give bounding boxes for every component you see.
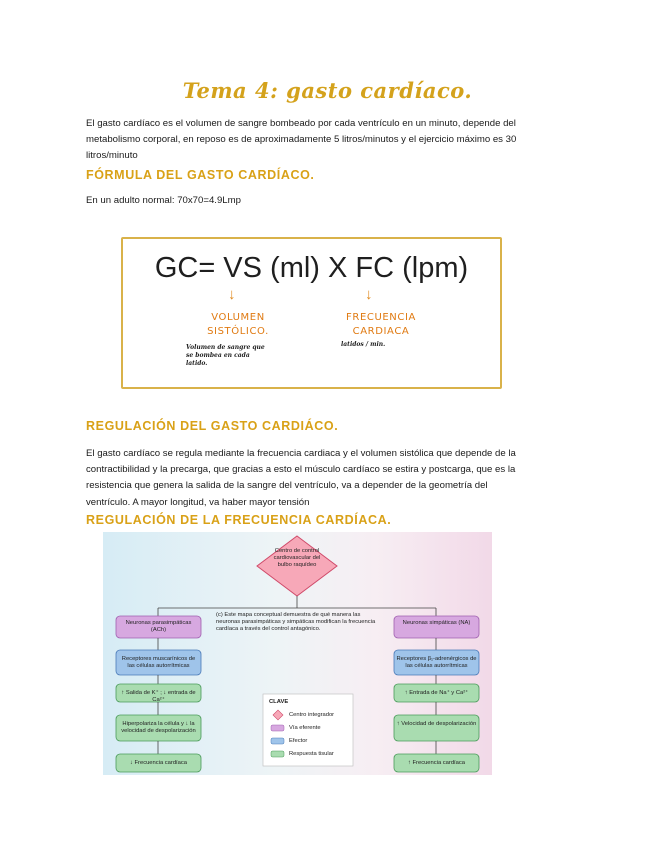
key-item: Respuesta tisular: [289, 751, 334, 757]
key-item: Efector: [289, 738, 308, 744]
left-result-label: ↓ Frecuencia cardíaca: [129, 760, 188, 766]
vs-note: Volumen de sangre que se bombea en cada latido.: [186, 344, 265, 367]
fc-label: FRECUENCIA CARDIACA: [346, 312, 416, 337]
adult-normal-text: En un adulto normal: 70x70=4.9Lmp: [86, 195, 241, 206]
formula-equation: GC= VS (ml) X FC (lpm): [154, 252, 469, 284]
right-receptors-label: Receptores β₁-adrenérgicos de las células autorrítmicas: [396, 656, 477, 669]
down-arrow-icon: ↓: [365, 286, 373, 303]
left-neurons-label: Neuronas parasimpáticas (ACh): [125, 620, 192, 633]
center-label: Centro de control cardiovascular del bulbo raquídeo: [273, 548, 321, 568]
regulation-paragraph: El gasto cardíaco se regula mediante la frecuencia cardiaca y el volumen sistólica que depende de la contractibilidad y la precarga, que gracias a esto el músculo cardíaco se estira y postcarga, que es la resistencia que genera la salida de la sangre del ventrículo, va a depender de la geometría del ventrículo. A mayor longitud, va haber mayor tensión: [86, 448, 516, 508]
key-item: Vía eferente: [289, 725, 321, 731]
key-title: CLAVE: [269, 699, 289, 705]
formula-heading: FÓRMULA DEL GASTO CARDÍACO.: [86, 168, 315, 182]
left-receptors-label: Receptores muscarínicos de las células autorrítmicas: [121, 656, 196, 669]
diagram-caption: (c) Este mapa conceptual demuestra de qué manera las neuronas parasimpáticas y simpáticas modifican la frecuencia cardíaca a través del control antagónico.: [216, 612, 376, 632]
frequency-heading: REGULACIÓN DE LA FRECUENCIA CARDÍACA.: [86, 513, 392, 527]
intro-paragraph: El gasto cardíaco es el volumen de sangre bombeado por cada ventrículo en un minuto, depende del metabolismo corporal, en reposo es de aproximadamente 5 litros/minutos y el ejercicio máximo es 30 litros/minuto: [86, 118, 517, 162]
regulation-heading: REGULACIÓN DEL GASTO CARDIÁCO.: [86, 419, 339, 433]
right-effect-label: ↑ Velocidad de despolarización: [396, 721, 477, 727]
left-ions-label: ↑ Salida de K⁺ ; ↓ entrada de Ca²⁺: [121, 690, 196, 703]
vs-label: VOLUMEN SISTÓLICO.: [207, 312, 269, 337]
right-result-label: ↑ Frecuencia cardíaca: [407, 760, 466, 766]
formula-box: [121, 237, 502, 389]
left-effect-label: Hiperpolariza la célula y ↓ la velocidad de despolarización: [121, 721, 196, 734]
heart-rate-diagram: [103, 532, 492, 775]
key-item: Centro integrador: [289, 712, 335, 718]
page-title: Tema 4: gasto cardíaco.: [182, 78, 473, 103]
right-neurons-label: Neuronas simpáticas (NA): [402, 620, 471, 626]
right-ions-label: ↑ Entrada de Na⁺ y Ca²⁺: [404, 690, 469, 696]
fc-note: latidos / min.: [341, 341, 386, 348]
right-effect-box: [394, 715, 479, 741]
down-arrow-icon: ↓: [228, 286, 236, 303]
